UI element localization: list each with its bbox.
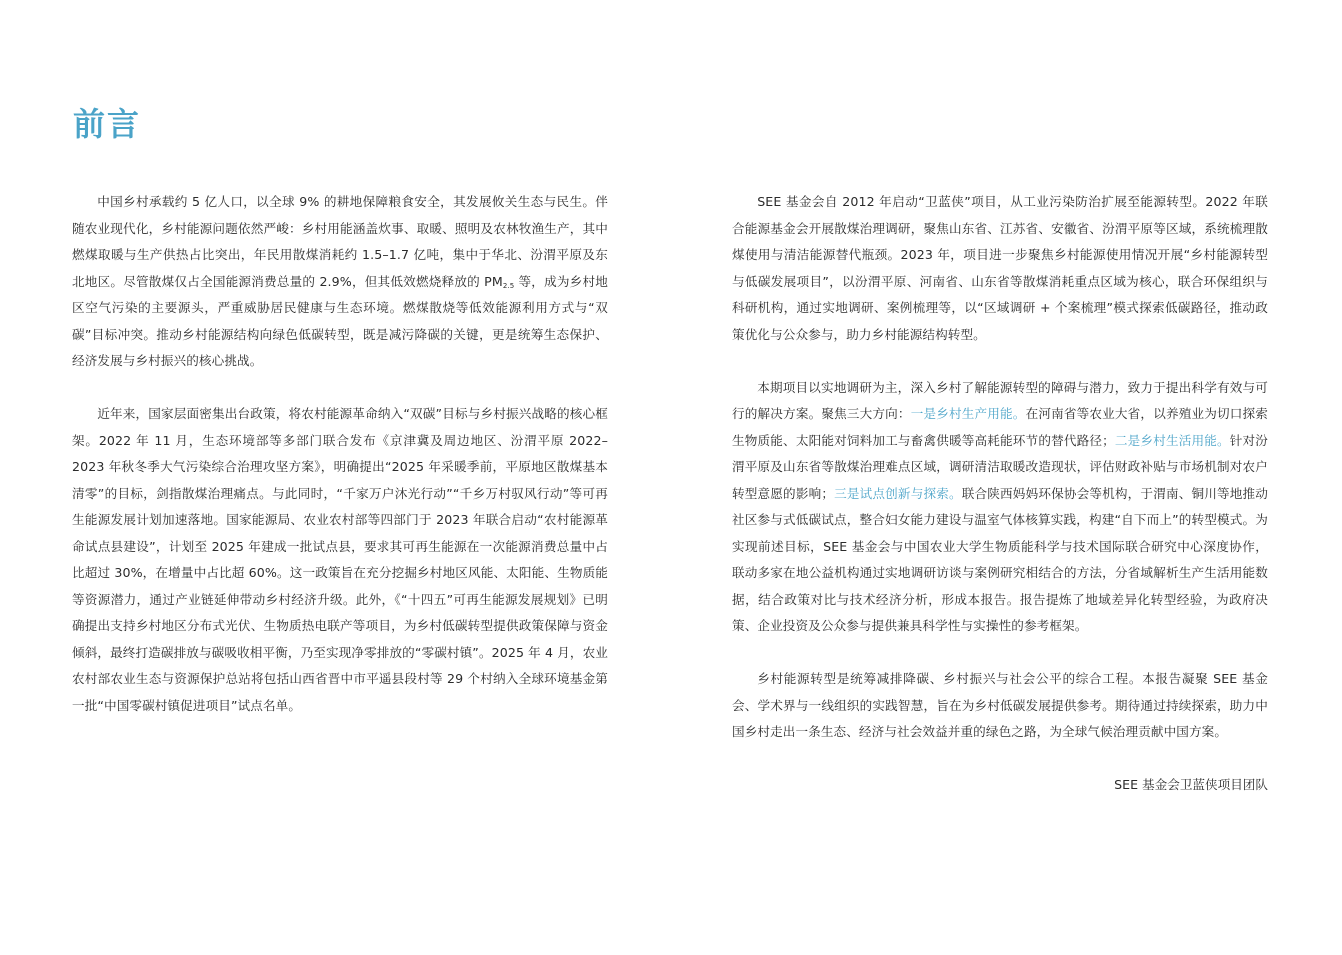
left-column	[72, 189, 608, 746]
paragraph-text: 等，成为乡村地区空气污染的主要源头，严重威胁居民健康与生态环境。燃煤散烧等低效能源利用方式与“双碳”目标冲突。推动乡村能源结构向绿色低碳转型，既是减污降碳的关键，更是统筹生态保护、经济发展与乡村振兴的核心挑战。	[72, 273, 608, 368]
paragraph-conclusion: 乡村能源转型是统筹减排降碳、乡村振兴与社会公平的综合工程。本报告凝聚 SEE 基金会、学术界与一线组织的实践智慧，旨在为乡村低碳发展提供参考。期待通过持续探索，助力中国乡村走出一条生态、经济与社会效益并重的绿色之路，为全球气候治理贡献中国方案。	[732, 671, 1268, 739]
paragraph-project-focus	[732, 375, 1268, 640]
page-title: 前言	[73, 105, 142, 143]
paragraph-text: 在河南省等农业大省，以养殖业为切口探索生物质能、太阳能对饲料加工与畜禽供暖等高耗能环节的替代路径；	[732, 406, 1268, 448]
paragraph-text: 中国乡村承载约 5 亿人口，以全球 9% 的耕地保障粮食安全，其发展攸关生态与民生。伴随农业现代化，乡村能源问题依然严峻：乡村用能涵盖炊事、取暖、照明及农林牧渔生产，其中燃煤取暖与生产供热占比突出，年民用散煤消耗约 1.5–1.7 亿吨，集中于华北、汾渭平原及东北地区。尽管散煤仅占全国能源消费总量的 2.9%，但其低效燃烧释放的 PM	[72, 194, 608, 289]
right-column	[732, 189, 1268, 799]
paragraph-see-foundation: SEE 基金会自 2012 年启动“卫蓝侠”项目，从工业污染防治扩展至能源转型。2022 年联合能源基金会开展散煤治理调研，聚焦山东省、江苏省、安徽省、汾渭平原等区域，系统梳理散煤使用与清洁能源替代瓶颈。2023 年，项目进一步聚焦乡村能源使用情况开展“乡村能源转型与低碳发展项目”，以汾渭平原、河南省、山东省等散煤消耗重点区域为核心，联合环保组织与科研机构，通过实地调研、案例梳理等，以“区域调研 + 个案梳理”模式探索低碳路径，推动政策优化与公众参与，助力乡村能源结构转型。	[732, 194, 1268, 342]
paragraph-intro	[72, 189, 608, 375]
paragraph-text: 针对汾渭平原及山东省等散煤治理难点区域，调研清洁取暖改造现状，评估财政补贴与市场机制对农户转型意愿的影响；	[732, 432, 1268, 501]
subscript: 2.5	[502, 281, 515, 290]
paragraph-policy: 近年来，国家层面密集出台政策，将农村能源革命纳入“双碳”目标与乡村振兴战略的核心框架。2022 年 11 月，生态环境部等多部门联合发布《京津冀及周边地区、汾渭平原 2022–2023 年秋冬季大气污染综合治理攻坚方案》，明确提出“2025 年采暖季前，平原地区散煤基本清零”的目标，剑指散煤治理痛点。与此同时，“千家万户沐光行动”“千乡万村驭风行动”等可再生能源发展计划加速落地。国家能源局、农业农村部等四部门于 2023 年联合启动“农村能源革命试点县建设”，计划至 2025 年建成一批试点县，要求其可再生能源在一次能源消费总量中占比超过 30%，在增量中占比超 60%。这一政策旨在充分挖掘乡村地区风能、太阳能、生物质能等资源潜力，通过产业链延伸带动乡村经济升级。此外，《“十四五”可再生能源发展规划》已明确提出支持乡村地区分布式光伏、生物质热电联产等项目，为乡村低碳转型提供政策保障与资金倾斜，最终打造碳排放与碳吸收相平衡，乃至实现净零排放的“零碳村镇”。2025 年 4 月，农业农村部农业生态与资源保护总站将包括山西省晋中市平遥县段村等 29 个村纳入全球环境基金第一批“中国零碳村镇促进项目”试点名单。	[72, 406, 608, 713]
highlight-pilot-innovation: 三是试点创新与探索。	[834, 485, 962, 501]
paragraph-text: 本期项目以实地调研为主，深入乡村了解能源转型的障碍与潜力，致力于提出科学有效与可行的解决方案。聚焦三大方向：	[732, 379, 1268, 421]
highlight-living-energy: 二是乡村生活用能。	[1114, 432, 1230, 448]
paragraph-text: 联合陕西妈妈环保协会等机构，于渭南、铜川等地推动社区参与式低碳试点，整合妇女能力建设与温室气体核算实践，构建“自下而上”的转型模式。为实现前述目标，SEE 基金会与中国农业大学生物质能科学与技术国际联合研究中心深度协作，联动多家在地公益机构通过实地调研访谈与案例研究相结合的方法，分省域解析生产生活用能数据，结合政策对比与技术经济分析，形成本报告。报告提炼了地域差异化转型经验，为政府决策、企业投资及公众参与提供兼具科学性与实操性的参考框架。	[732, 485, 1268, 633]
highlight-production-energy: 一是乡村生产用能。	[910, 406, 1026, 421]
signature: SEE 基金会卫蓝侠项目团队	[1114, 777, 1268, 792]
